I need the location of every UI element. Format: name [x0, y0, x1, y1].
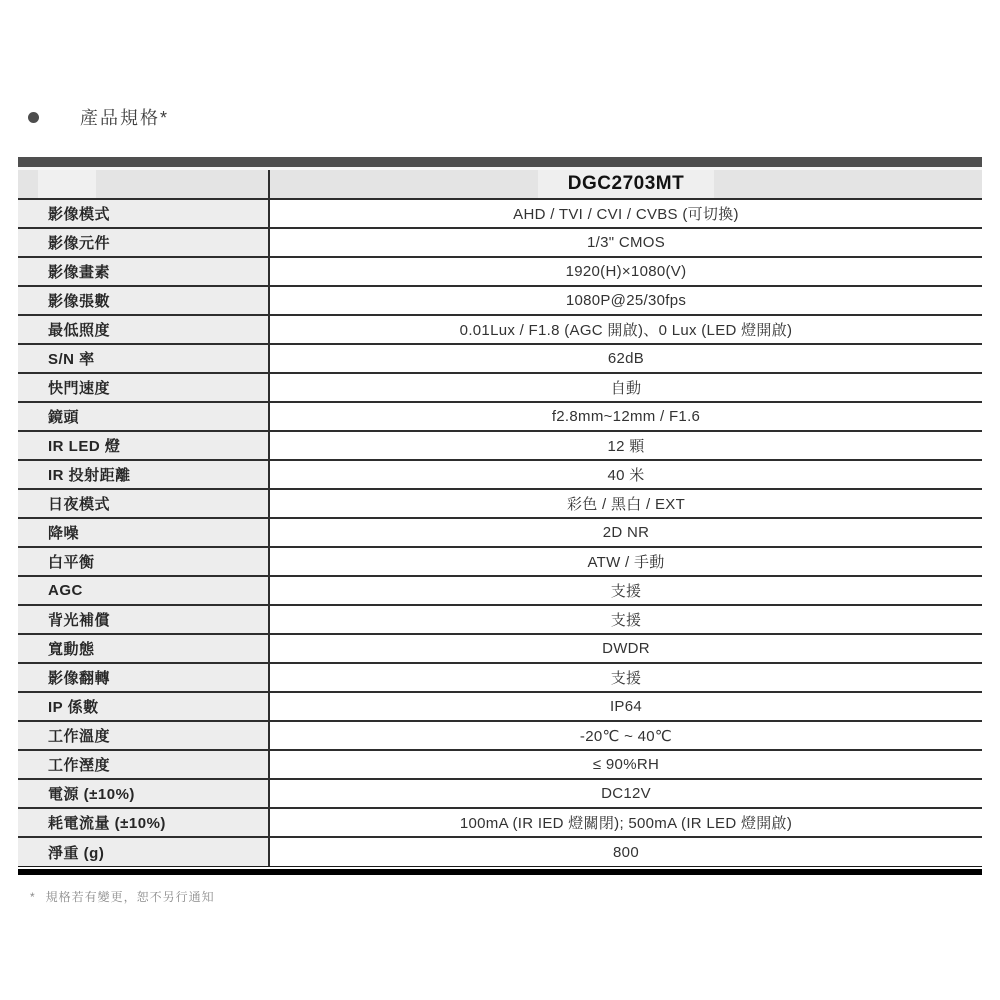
table-row — [18, 432, 982, 461]
spec-value: 12 顆 — [270, 432, 982, 459]
table-row — [18, 751, 982, 780]
spec-label: 最低照度 — [18, 316, 270, 343]
spec-label: 白平衡 — [18, 548, 270, 575]
spec-label: 影像張數 — [18, 287, 270, 314]
spec-label: 影像元件 — [18, 229, 270, 256]
spec-label: IP 係數 — [18, 693, 270, 720]
table-body — [18, 200, 982, 867]
spec-value: 62dB — [270, 345, 982, 372]
spec-label: IR LED 燈 — [18, 432, 270, 459]
table-row — [18, 606, 982, 635]
spec-label: 工作溼度 — [18, 751, 270, 778]
spec-label: IR 投射距離 — [18, 461, 270, 488]
bullet-icon — [28, 112, 39, 123]
spec-label: 影像模式 — [18, 200, 270, 227]
table-row — [18, 316, 982, 345]
spec-label: S/N 率 — [18, 345, 270, 372]
table-row — [18, 664, 982, 693]
header-empty-cell — [18, 170, 270, 198]
table-row — [18, 374, 982, 403]
spec-label: 耗電流量 (±10%) — [18, 809, 270, 836]
spec-value: 自動 — [270, 374, 982, 401]
table-row — [18, 635, 982, 664]
header-model-cell — [270, 170, 982, 198]
table-row — [18, 287, 982, 316]
footnote-text: 規格若有變更，恕不另行通知 — [45, 890, 215, 904]
spec-table — [18, 157, 982, 875]
table-row — [18, 461, 982, 490]
spec-label: AGC — [18, 577, 270, 604]
table-bottom-border — [18, 869, 982, 875]
table-row — [18, 809, 982, 838]
model-name: DGC2703MT — [538, 170, 714, 198]
table-row — [18, 838, 982, 867]
spec-value: 1080P@25/30fps — [270, 287, 982, 314]
spec-value: 100mA (IR IED 燈關閉); 500mA (IR LED 燈開啟) — [270, 809, 982, 836]
spec-label: 鏡頭 — [18, 403, 270, 430]
spec-label: 快門速度 — [18, 374, 270, 401]
table-row — [18, 577, 982, 606]
table-row — [18, 258, 982, 287]
footnote-asterisk: * — [30, 889, 36, 904]
spec-label: 工作溫度 — [18, 722, 270, 749]
header-watermark-patch — [38, 170, 96, 198]
spec-value: f2.8mm~12mm / F1.6 — [270, 403, 982, 430]
table-row — [18, 200, 982, 229]
spec-label: 淨重 (g) — [18, 838, 270, 866]
page-title-row — [28, 104, 169, 130]
table-header-row — [18, 170, 982, 200]
spec-label: 電源 (±10%) — [18, 780, 270, 807]
table-top-bar — [18, 157, 982, 167]
footnote — [30, 888, 215, 905]
spec-value: 2D NR — [270, 519, 982, 546]
spec-value: 支援 — [270, 606, 982, 633]
spec-value: ≤ 90%RH — [270, 751, 982, 778]
spec-value: 40 米 — [270, 461, 982, 488]
table-row — [18, 722, 982, 751]
spec-value: 1920(H)×1080(V) — [270, 258, 982, 285]
table-row — [18, 548, 982, 577]
spec-label: 寬動態 — [18, 635, 270, 662]
table-row — [18, 519, 982, 548]
spec-value: ATW / 手動 — [270, 548, 982, 575]
spec-value: 800 — [270, 838, 982, 866]
spec-label: 影像畫素 — [18, 258, 270, 285]
table-row — [18, 780, 982, 809]
table-row — [18, 229, 982, 258]
spec-value: 支援 — [270, 577, 982, 604]
table-row — [18, 403, 982, 432]
spec-label: 影像翻轉 — [18, 664, 270, 691]
table-row — [18, 693, 982, 722]
spec-value: 0.01Lux / F1.8 (AGC 開啟)、0 Lux (LED 燈開啟) — [270, 316, 982, 343]
spec-value: 彩色 / 黑白 / EXT — [270, 490, 982, 517]
page-title: 產品規格* — [80, 108, 170, 128]
spec-value: -20℃ ~ 40℃ — [270, 722, 982, 749]
spec-value: 支援 — [270, 664, 982, 691]
spec-label: 日夜模式 — [18, 490, 270, 517]
spec-value: 1/3" CMOS — [270, 229, 982, 256]
spec-value: IP64 — [270, 693, 982, 720]
table-row — [18, 490, 982, 519]
spec-value: AHD / TVI / CVI / CVBS (可切換) — [270, 200, 982, 227]
spec-label: 背光補償 — [18, 606, 270, 633]
spec-label: 降噪 — [18, 519, 270, 546]
table-row — [18, 345, 982, 374]
spec-value: DWDR — [270, 635, 982, 662]
spec-value: DC12V — [270, 780, 982, 807]
